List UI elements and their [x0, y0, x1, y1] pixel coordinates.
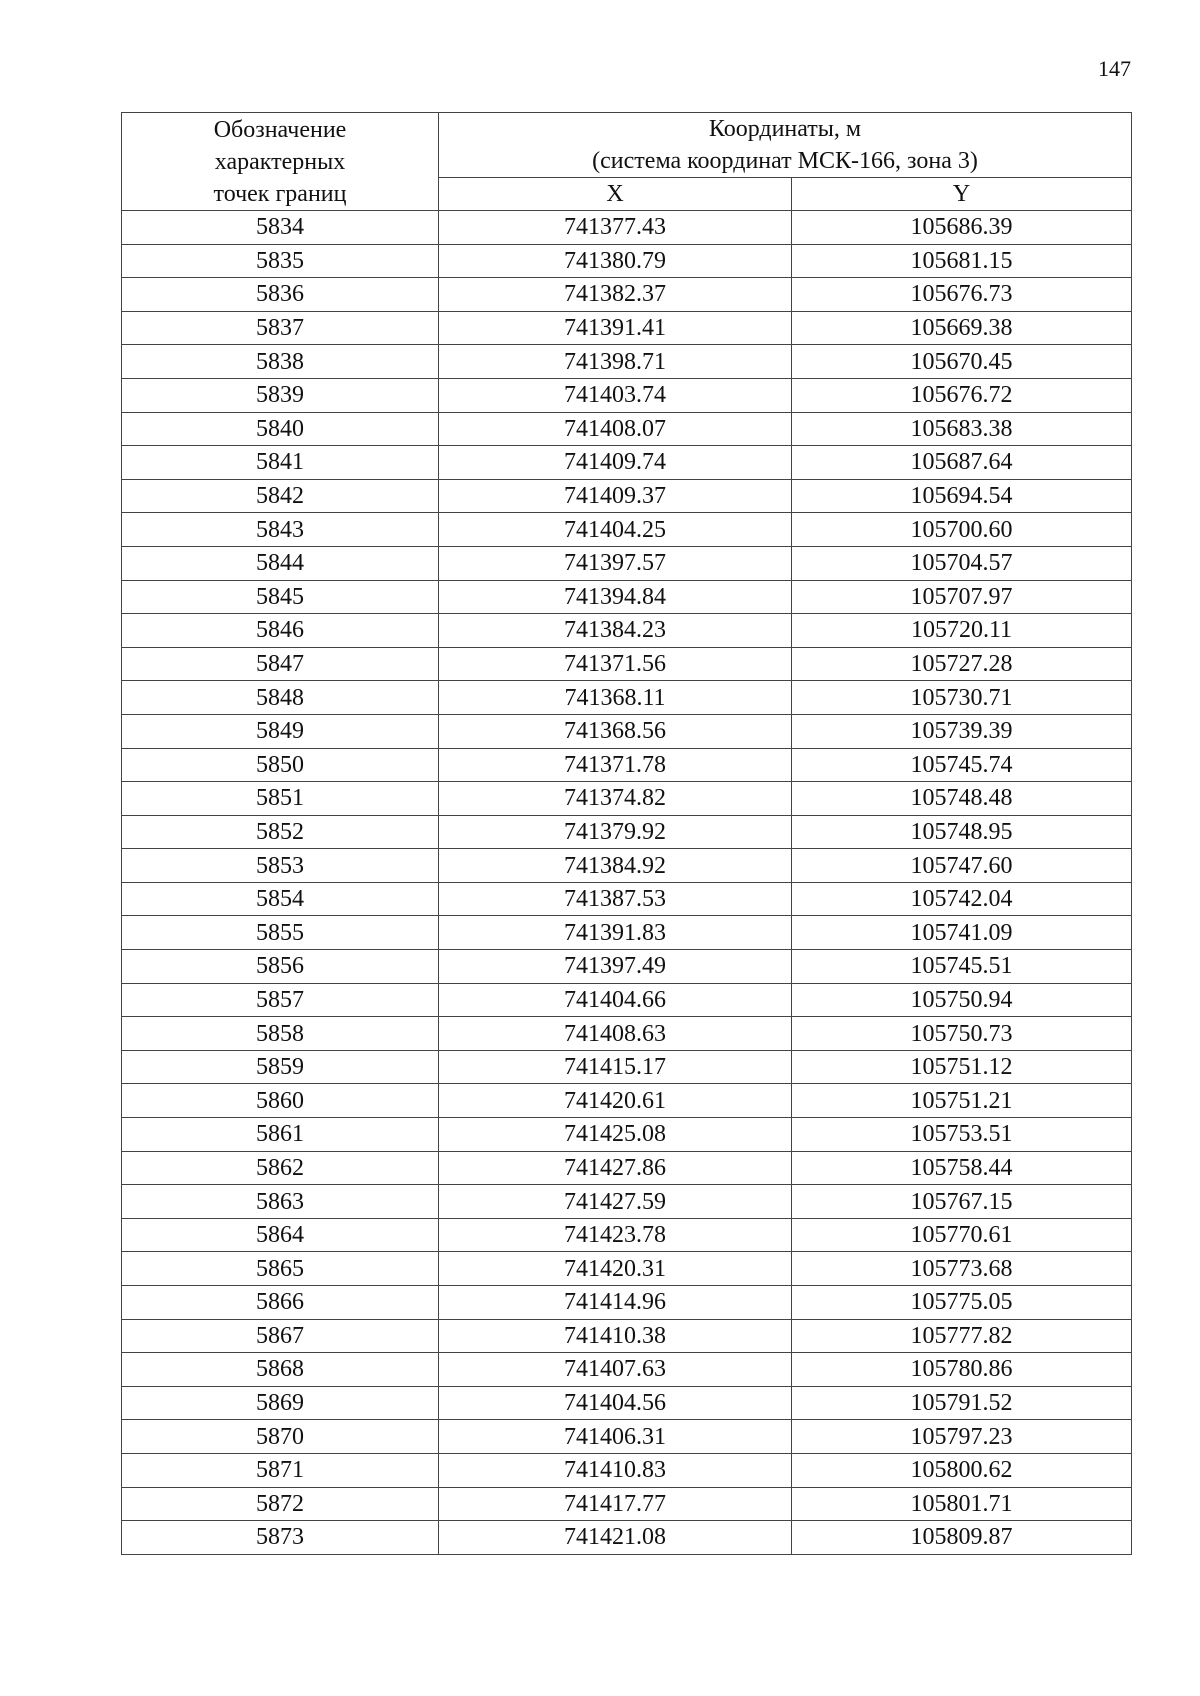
point-number-cell: 5870: [122, 1420, 439, 1454]
point-number-cell: 5868: [122, 1353, 439, 1387]
point-number-cell: 5853: [122, 849, 439, 883]
x-coordinate-cell: 741410.38: [439, 1319, 792, 1353]
table-row: [122, 1420, 1132, 1454]
x-coordinate-cell: 741417.77: [439, 1487, 792, 1521]
table-row: [122, 412, 1132, 446]
x-coordinate-cell: 741387.53: [439, 882, 792, 916]
y-coordinate-cell: 105681.15: [792, 244, 1132, 278]
coordinates-table: [121, 112, 1132, 1555]
table-row: [122, 278, 1132, 312]
point-header-line: характерных: [214, 148, 346, 175]
x-column-header: X: [439, 178, 792, 211]
x-coordinate-cell: 741414.96: [439, 1286, 792, 1320]
table-row: [122, 1521, 1132, 1555]
y-coordinate-cell: 105683.38: [792, 412, 1132, 446]
point-header-line: Обозначение: [213, 116, 347, 143]
x-coordinate-cell: 741423.78: [439, 1218, 792, 1252]
x-coordinate-cell: 741371.78: [439, 748, 792, 782]
y-coordinate-cell: 105750.94: [792, 983, 1132, 1017]
coords-header-line: (система координат МСК-166, зона 3): [592, 148, 978, 174]
x-coordinate-cell: 741420.61: [439, 1084, 792, 1118]
x-coordinate-cell: 741410.83: [439, 1453, 792, 1487]
x-coordinate-cell: 741368.56: [439, 714, 792, 748]
table-row: [122, 244, 1132, 278]
table-row: [122, 513, 1132, 547]
x-coordinate-cell: 741391.83: [439, 916, 792, 950]
point-number-cell: 5856: [122, 950, 439, 984]
y-coordinate-cell: 105676.73: [792, 278, 1132, 312]
table-row: [122, 1487, 1132, 1521]
y-coordinate-cell: 105758.44: [792, 1151, 1132, 1185]
point-number-cell: 5859: [122, 1050, 439, 1084]
x-coordinate-cell: 741427.86: [439, 1151, 792, 1185]
y-coordinate-cell: 105775.05: [792, 1286, 1132, 1320]
point-number-cell: 5873: [122, 1521, 439, 1555]
point-number-cell: 5839: [122, 378, 439, 412]
y-coordinate-cell: 105791.52: [792, 1386, 1132, 1420]
y-coordinate-cell: 105686.39: [792, 211, 1132, 245]
x-coordinate-cell: 741407.63: [439, 1353, 792, 1387]
x-coordinate-cell: 741371.56: [439, 647, 792, 681]
point-number-cell: 5841: [122, 446, 439, 480]
table-row: [122, 1386, 1132, 1420]
y-coordinate-cell: 105753.51: [792, 1118, 1132, 1152]
x-coordinate-cell: 741420.31: [439, 1252, 792, 1286]
x-coordinate-cell: 741406.31: [439, 1420, 792, 1454]
table-row: [122, 479, 1132, 513]
coordinates-group-header: [439, 113, 1132, 178]
page-number: 147: [1098, 56, 1131, 81]
x-coordinate-cell: 741404.25: [439, 513, 792, 547]
table-row: [122, 1185, 1132, 1219]
y-coordinate-cell: 105745.51: [792, 950, 1132, 984]
x-coordinate-cell: 741397.57: [439, 546, 792, 580]
x-coordinate-cell: 741394.84: [439, 580, 792, 614]
x-coordinate-cell: 741382.37: [439, 278, 792, 312]
table-row: [122, 446, 1132, 480]
point-designation-header: [122, 113, 439, 211]
point-number-cell: 5850: [122, 748, 439, 782]
y-coordinate-cell: 105809.87: [792, 1521, 1132, 1555]
table-row: [122, 311, 1132, 345]
point-number-cell: 5848: [122, 681, 439, 715]
x-coordinate-cell: 741421.08: [439, 1521, 792, 1555]
y-coordinate-cell: 105780.86: [792, 1353, 1132, 1387]
y-coordinate-cell: 105741.09: [792, 916, 1132, 950]
point-number-cell: 5867: [122, 1319, 439, 1353]
y-coordinate-cell: 105720.11: [792, 614, 1132, 648]
y-coordinate-cell: 105777.82: [792, 1319, 1132, 1353]
point-number-cell: 5872: [122, 1487, 439, 1521]
y-column-header: Y: [792, 178, 1132, 211]
table-row: [122, 1151, 1132, 1185]
y-coordinate-cell: 105748.95: [792, 815, 1132, 849]
point-number-cell: 5842: [122, 479, 439, 513]
y-coordinate-cell: 105730.71: [792, 681, 1132, 715]
point-number-cell: 5855: [122, 916, 439, 950]
x-coordinate-cell: 741403.74: [439, 378, 792, 412]
table-row: [122, 983, 1132, 1017]
coords-header-line: Координаты, м: [708, 116, 862, 142]
point-number-cell: 5857: [122, 983, 439, 1017]
y-coordinate-cell: 105742.04: [792, 882, 1132, 916]
y-coordinate-cell: 105797.23: [792, 1420, 1132, 1454]
x-coordinate-cell: 741368.11: [439, 681, 792, 715]
point-number-cell: 5865: [122, 1252, 439, 1286]
x-coordinate-cell: 741408.07: [439, 412, 792, 446]
y-coordinate-cell: 105670.45: [792, 345, 1132, 379]
point-number-cell: 5849: [122, 714, 439, 748]
x-coordinate-cell: 741374.82: [439, 782, 792, 816]
point-number-cell: 5847: [122, 647, 439, 681]
y-coordinate-cell: 105800.62: [792, 1453, 1132, 1487]
table-row: [122, 1218, 1132, 1252]
x-coordinate-cell: 741377.43: [439, 211, 792, 245]
table-row: [122, 681, 1132, 715]
table-row: [122, 849, 1132, 883]
y-coordinate-cell: 105676.72: [792, 378, 1132, 412]
point-number-cell: 5866: [122, 1286, 439, 1320]
table-row: [122, 1050, 1132, 1084]
table-row: [122, 345, 1132, 379]
y-coordinate-cell: 105700.60: [792, 513, 1132, 547]
y-coordinate-cell: 105745.74: [792, 748, 1132, 782]
x-coordinate-cell: 741415.17: [439, 1050, 792, 1084]
point-number-cell: 5852: [122, 815, 439, 849]
y-coordinate-cell: 105751.12: [792, 1050, 1132, 1084]
table-row: [122, 782, 1132, 816]
table-row: [122, 1118, 1132, 1152]
y-coordinate-cell: 105669.38: [792, 311, 1132, 345]
table-row: [122, 1017, 1132, 1051]
y-coordinate-cell: 105747.60: [792, 849, 1132, 883]
table-row: [122, 714, 1132, 748]
y-coordinate-cell: 105704.57: [792, 546, 1132, 580]
x-coordinate-cell: 741380.79: [439, 244, 792, 278]
y-coordinate-cell: 105801.71: [792, 1487, 1132, 1521]
y-coordinate-cell: 105694.54: [792, 479, 1132, 513]
table-row: [122, 211, 1132, 245]
table-row: [122, 1319, 1132, 1353]
y-coordinate-cell: 105748.48: [792, 782, 1132, 816]
x-coordinate-cell: 741384.23: [439, 614, 792, 648]
x-coordinate-cell: 741391.41: [439, 311, 792, 345]
x-coordinate-cell: 741408.63: [439, 1017, 792, 1051]
table-row: [122, 882, 1132, 916]
table-row: [122, 614, 1132, 648]
x-coordinate-cell: 741397.49: [439, 950, 792, 984]
point-number-cell: 5862: [122, 1151, 439, 1185]
x-coordinate-cell: 741425.08: [439, 1118, 792, 1152]
point-number-cell: 5837: [122, 311, 439, 345]
x-coordinate-cell: 741409.37: [439, 479, 792, 513]
point-number-cell: 5863: [122, 1185, 439, 1219]
point-header-line: точек границ: [213, 180, 347, 207]
x-coordinate-cell: 741398.71: [439, 345, 792, 379]
x-coordinate-cell: 741379.92: [439, 815, 792, 849]
table-row: [122, 1084, 1132, 1118]
table-row: [122, 748, 1132, 782]
table-body: [122, 211, 1132, 1555]
table-row: [122, 378, 1132, 412]
table-row: [122, 647, 1132, 681]
point-number-cell: 5835: [122, 244, 439, 278]
point-number-cell: 5864: [122, 1218, 439, 1252]
y-coordinate-cell: 105750.73: [792, 1017, 1132, 1051]
table-row: [122, 1353, 1132, 1387]
y-coordinate-cell: 105770.61: [792, 1218, 1132, 1252]
y-coordinate-cell: 105727.28: [792, 647, 1132, 681]
point-number-cell: 5869: [122, 1386, 439, 1420]
x-coordinate-cell: 741404.56: [439, 1386, 792, 1420]
point-number-cell: 5838: [122, 345, 439, 379]
x-coordinate-cell: 741404.66: [439, 983, 792, 1017]
table-row: [122, 1252, 1132, 1286]
point-number-cell: 5854: [122, 882, 439, 916]
point-number-cell: 5840: [122, 412, 439, 446]
y-coordinate-cell: 105773.68: [792, 1252, 1132, 1286]
table-row: [122, 1286, 1132, 1320]
point-number-cell: 5858: [122, 1017, 439, 1051]
point-number-cell: 5860: [122, 1084, 439, 1118]
table-row: [122, 1453, 1132, 1487]
table-header: [122, 113, 1132, 211]
table-row: [122, 950, 1132, 984]
point-number-cell: 5861: [122, 1118, 439, 1152]
point-number-cell: 5834: [122, 211, 439, 245]
table-row: [122, 916, 1132, 950]
y-coordinate-cell: 105767.15: [792, 1185, 1132, 1219]
y-coordinate-cell: 105707.97: [792, 580, 1132, 614]
point-number-cell: 5836: [122, 278, 439, 312]
table-row: [122, 580, 1132, 614]
table-row: [122, 815, 1132, 849]
point-number-cell: 5871: [122, 1453, 439, 1487]
y-coordinate-cell: 105739.39: [792, 714, 1132, 748]
point-number-cell: 5843: [122, 513, 439, 547]
point-number-cell: 5844: [122, 546, 439, 580]
x-coordinate-cell: 741427.59: [439, 1185, 792, 1219]
x-coordinate-cell: 741409.74: [439, 446, 792, 480]
table-row: [122, 546, 1132, 580]
y-coordinate-cell: 105687.64: [792, 446, 1132, 480]
y-coordinate-cell: 105751.21: [792, 1084, 1132, 1118]
point-number-cell: 5845: [122, 580, 439, 614]
point-number-cell: 5851: [122, 782, 439, 816]
x-coordinate-cell: 741384.92: [439, 849, 792, 883]
point-number-cell: 5846: [122, 614, 439, 648]
